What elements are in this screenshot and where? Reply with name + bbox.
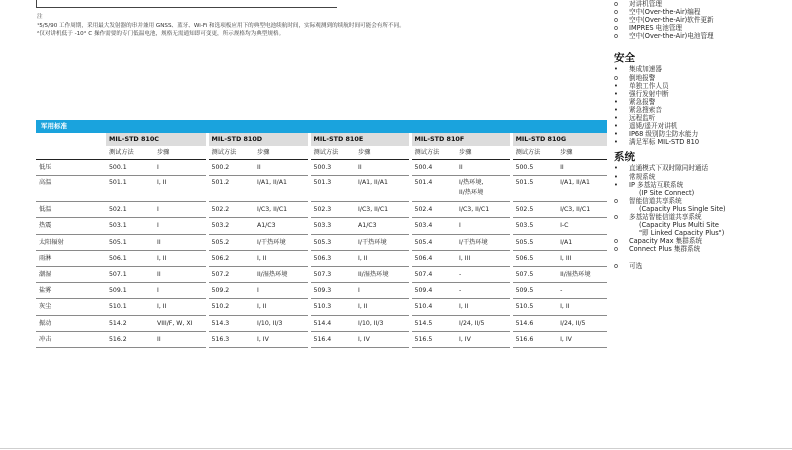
procedure-header: 步骤 bbox=[154, 146, 207, 160]
procedure-cell: I, II bbox=[154, 299, 207, 315]
optional-note-text: 可选 bbox=[629, 262, 643, 271]
procedure-cell: II bbox=[456, 160, 511, 176]
feature-item-text: 空中(Over-the-Air)软件更新 bbox=[629, 16, 714, 25]
method-header: 测试方法 bbox=[410, 146, 456, 160]
note-low-temp: ²仅对讲机低于 -10° C 操作需要的专门低温电池，规格无需通知即可变更，所示规格均为典型规格。 bbox=[37, 31, 285, 38]
table-body bbox=[36, 160, 607, 348]
procedure-cell: I/C3, II/C1 bbox=[557, 202, 607, 218]
procedure-cell: - bbox=[456, 266, 511, 282]
bullet-icon: o bbox=[614, 245, 619, 254]
feature-item bbox=[614, 32, 789, 40]
feature-item bbox=[614, 221, 789, 229]
feature-item bbox=[614, 197, 789, 205]
feature-item-text: 直通模式下双时隙同时通话 bbox=[629, 164, 709, 173]
row-label: 盐雾 bbox=[36, 283, 106, 299]
procedure-cell: I, III bbox=[557, 250, 607, 266]
procedure-cell: I, II bbox=[355, 250, 410, 266]
procedure-cell: I/A1 bbox=[557, 234, 607, 250]
feature-item-text: (Capacity Plus Single Site) bbox=[639, 204, 726, 213]
procedure-cell: II/湿热环境 bbox=[355, 266, 410, 282]
feature-item-text: 集成加速器 bbox=[629, 65, 662, 74]
table-row bbox=[36, 315, 607, 331]
feature-item-text: 多基站智能信道共享系统 bbox=[629, 212, 702, 221]
bullet-icon: • bbox=[614, 65, 618, 74]
method-cell: 505.4 bbox=[410, 234, 456, 250]
table-row bbox=[36, 176, 607, 202]
row-label: 雨淋 bbox=[36, 250, 106, 266]
method-cell: 502.5 bbox=[511, 202, 557, 218]
row-label: 冲击 bbox=[36, 331, 106, 347]
feature-item bbox=[614, 213, 789, 221]
bullet-icon: o bbox=[614, 262, 619, 271]
method-cell: 514.3 bbox=[207, 315, 254, 331]
method-header: 测试方法 bbox=[309, 146, 355, 160]
row-label: 灰尘 bbox=[36, 299, 106, 315]
method-cell: 501.4 bbox=[410, 176, 456, 202]
method-cell: 514.6 bbox=[511, 315, 557, 331]
row-label: 低压 bbox=[36, 160, 106, 176]
procedure-cell: I/干热环境 bbox=[355, 234, 410, 250]
feature-item bbox=[614, 8, 789, 16]
procedure-cell: I bbox=[254, 283, 309, 299]
bullet-icon: • bbox=[614, 180, 618, 189]
feature-item-text: (IP Site Connect) bbox=[639, 188, 695, 197]
std-header: MIL-STD 810D bbox=[207, 133, 309, 146]
table-row bbox=[36, 234, 607, 250]
procedure-cell: - bbox=[557, 283, 607, 299]
procedure-cell: I/24, II/5 bbox=[557, 315, 607, 331]
procedure-cell: II bbox=[154, 331, 207, 347]
bullet-icon: • bbox=[614, 97, 618, 106]
procedure-cell: - bbox=[456, 283, 511, 299]
method-cell: 514.5 bbox=[410, 315, 456, 331]
procedure-cell: I/C3, II/C1 bbox=[355, 202, 410, 218]
feature-item-text: 常规系统 bbox=[629, 172, 656, 181]
method-cell: 502.1 bbox=[106, 202, 154, 218]
bullet-icon: • bbox=[614, 122, 618, 131]
bullet-icon: • bbox=[614, 164, 618, 173]
procedure-header: 步骤 bbox=[355, 146, 410, 160]
method-cell: 507.4 bbox=[410, 266, 456, 282]
standards-header-row bbox=[36, 133, 607, 146]
feature-item bbox=[614, 189, 789, 197]
row-label: 高温 bbox=[36, 176, 106, 202]
feature-item-text: 空中(Over-the-Air)电池管理 bbox=[629, 32, 714, 41]
procedure-cell: I, II bbox=[456, 299, 511, 315]
method-cell: 505.2 bbox=[207, 234, 254, 250]
std-header: MIL-STD 810C bbox=[106, 133, 207, 146]
feature-item bbox=[614, 173, 789, 181]
feature-item bbox=[614, 245, 789, 253]
procedure-cell: I/A1, II/A1 bbox=[254, 176, 309, 202]
procedure-cell: I, II bbox=[355, 299, 410, 315]
method-cell: 505.5 bbox=[511, 234, 557, 250]
feature-item bbox=[614, 114, 789, 122]
method-cell: 506.1 bbox=[106, 250, 154, 266]
method-cell: 506.5 bbox=[511, 250, 557, 266]
method-cell: 500.3 bbox=[309, 160, 355, 176]
feature-item bbox=[614, 106, 789, 114]
procedure-cell: II/湿热环境 bbox=[254, 266, 309, 282]
row-label: 低温 bbox=[36, 202, 106, 218]
feature-item-text: 智能信道共享系统 bbox=[629, 196, 682, 205]
feature-item-text: IP 多基站互联系统 bbox=[629, 180, 684, 189]
method-cell: 500.5 bbox=[511, 160, 557, 176]
method-cell: 510.2 bbox=[207, 299, 254, 315]
feature-item-text: 倒地报警 bbox=[629, 73, 656, 82]
system-title: 系统 bbox=[614, 151, 635, 164]
procedure-cell: I/10, II/3 bbox=[355, 315, 410, 331]
bullet-icon: o bbox=[614, 24, 619, 33]
method-cell: 516.5 bbox=[410, 331, 456, 347]
feature-item bbox=[614, 82, 789, 90]
table-row bbox=[36, 283, 607, 299]
procedure-cell: I, III bbox=[456, 250, 511, 266]
procedure-cell: I bbox=[154, 202, 207, 218]
bullet-icon: • bbox=[614, 172, 618, 181]
procedure-cell: I, II bbox=[154, 250, 207, 266]
bullet-icon: o bbox=[614, 32, 619, 41]
procedure-cell: II bbox=[254, 160, 309, 176]
method-cell: 507.2 bbox=[207, 266, 254, 282]
header-rule bbox=[36, 0, 337, 8]
procedure-cell: II bbox=[154, 266, 207, 282]
procedure-cell: II bbox=[154, 234, 207, 250]
method-cell: 516.2 bbox=[106, 331, 154, 347]
subheader-row bbox=[36, 146, 607, 160]
feature-sidebar bbox=[614, 0, 789, 271]
table-row bbox=[36, 250, 607, 266]
page-bottom-rule bbox=[0, 448, 792, 449]
procedure-cell: I, II bbox=[154, 176, 207, 202]
procedure-cell: I, II bbox=[254, 299, 309, 315]
procedure-cell: I bbox=[154, 218, 207, 234]
procedure-header: 步骤 bbox=[254, 146, 309, 160]
method-header: 测试方法 bbox=[511, 146, 557, 160]
method-cell: 500.2 bbox=[207, 160, 254, 176]
feature-item bbox=[614, 205, 789, 213]
procedure-cell: I/A1, II/A1 bbox=[557, 176, 607, 202]
optional-note bbox=[614, 262, 789, 270]
method-cell: 507.5 bbox=[511, 266, 557, 282]
method-cell: 507.1 bbox=[106, 266, 154, 282]
bullet-icon: • bbox=[614, 105, 618, 114]
row-label: 潮湿 bbox=[36, 266, 106, 282]
bullet-icon: o bbox=[614, 237, 619, 246]
feature-item bbox=[614, 65, 789, 73]
feature-item-text: 单独工作人员 bbox=[629, 81, 669, 90]
note-battery-life: ¹5/5/90 工作周期，采用最大发射器的串并兼用 GNSS、蓝牙、Wi-Fi 和选项板应用下的典型电池续航时间，实际观测到的续航时间可能会有所不同。 bbox=[37, 22, 405, 29]
bullet-icon: • bbox=[614, 81, 618, 90]
method-cell: 501.5 bbox=[511, 176, 557, 202]
method-cell: 503.3 bbox=[309, 218, 355, 234]
procedure-cell: I-C bbox=[557, 218, 607, 234]
method-cell: 509.5 bbox=[511, 283, 557, 299]
feature-item-text: (Capacity Plus Multi Site bbox=[639, 221, 719, 230]
table-row bbox=[36, 202, 607, 218]
bullet-icon: o bbox=[614, 0, 619, 8]
method-cell: 506.3 bbox=[309, 250, 355, 266]
bullet-icon: • bbox=[614, 89, 618, 98]
method-cell: 503.1 bbox=[106, 218, 154, 234]
feature-item-text: IMPRES 电池管理 bbox=[629, 24, 683, 33]
bullet-icon: • bbox=[614, 114, 618, 123]
feature-item bbox=[614, 138, 789, 146]
procedure-cell: I bbox=[154, 283, 207, 299]
method-cell: 516.3 bbox=[207, 331, 254, 347]
procedure-cell: I, II bbox=[557, 299, 607, 315]
method-cell: 510.5 bbox=[511, 299, 557, 315]
bullet-icon: o bbox=[614, 212, 619, 221]
table-row bbox=[36, 266, 607, 282]
feature-item bbox=[614, 0, 789, 8]
procedure-cell: I/C3, II/C1 bbox=[456, 202, 511, 218]
feature-item-text: 对讲机管理 bbox=[629, 0, 662, 8]
feature-item-text: Capacity Max 集群系统 bbox=[629, 237, 703, 246]
method-cell: 514.4 bbox=[309, 315, 355, 331]
procedure-cell: I/10, II/3 bbox=[254, 315, 309, 331]
procedure-cell: I, IV bbox=[355, 331, 410, 347]
feature-item-text: 紧急报警 bbox=[629, 97, 656, 106]
table-row bbox=[36, 160, 607, 176]
std-header: MIL-STD 810G bbox=[511, 133, 607, 146]
subheader-blank bbox=[36, 146, 106, 160]
procedure-cell: I, IV bbox=[254, 331, 309, 347]
method-cell: 503.4 bbox=[410, 218, 456, 234]
feature-item-text: 遥毙/遥开对讲机 bbox=[629, 122, 678, 131]
bullet-icon: o bbox=[614, 73, 619, 82]
feature-item bbox=[614, 181, 789, 189]
management-list bbox=[614, 0, 789, 40]
method-cell: 505.1 bbox=[106, 234, 154, 250]
method-cell: 502.4 bbox=[410, 202, 456, 218]
procedure-cell: A1/C3 bbox=[355, 218, 410, 234]
feature-item bbox=[614, 122, 789, 130]
method-cell: 501.1 bbox=[106, 176, 154, 202]
method-cell: 509.3 bbox=[309, 283, 355, 299]
method-cell: 501.2 bbox=[207, 176, 254, 202]
table-row bbox=[36, 331, 607, 347]
table-row bbox=[36, 299, 607, 315]
method-cell: 509.2 bbox=[207, 283, 254, 299]
method-cell: 501.3 bbox=[309, 176, 355, 202]
method-cell: 516.4 bbox=[309, 331, 355, 347]
bullet-icon: o bbox=[614, 196, 619, 205]
procedure-cell: I, II bbox=[254, 250, 309, 266]
procedure-cell: I/C3, II/C1 bbox=[254, 202, 309, 218]
procedure-cell: VIII/F, W, XI bbox=[154, 315, 207, 331]
procedure-header: 步骤 bbox=[456, 146, 511, 160]
row-label: 太阳辐射 bbox=[36, 234, 106, 250]
bullet-icon: o bbox=[614, 16, 619, 25]
procedure-cell: I bbox=[456, 218, 511, 234]
method-cell: 503.2 bbox=[207, 218, 254, 234]
security-title: 安全 bbox=[614, 52, 635, 65]
method-cell: 510.1 bbox=[106, 299, 154, 315]
method-cell: 516.6 bbox=[511, 331, 557, 347]
bullet-icon: • bbox=[614, 138, 618, 147]
feature-item-text: IP68 级别防尘防水能力 bbox=[629, 130, 699, 139]
procedure-cell: I/24, II/5 bbox=[456, 315, 511, 331]
military-standards-table bbox=[36, 120, 607, 348]
feature-item bbox=[614, 74, 789, 82]
procedure-cell: I, IV bbox=[456, 331, 511, 347]
method-header: 测试方法 bbox=[207, 146, 254, 160]
footnotes bbox=[37, 13, 597, 39]
std-header: MIL-STD 810F bbox=[410, 133, 511, 146]
feature-item-text: 强行发射中断 bbox=[629, 89, 669, 98]
method-cell: 502.3 bbox=[309, 202, 355, 218]
method-cell: 503.5 bbox=[511, 218, 557, 234]
std-header: MIL-STD 810E bbox=[309, 133, 410, 146]
procedure-cell: I/A1, II/A1 bbox=[355, 176, 410, 202]
procedure-cell: II bbox=[355, 160, 410, 176]
bullet-icon: • bbox=[614, 130, 618, 139]
method-cell: 506.2 bbox=[207, 250, 254, 266]
procedure-cell: I/干热环境 bbox=[456, 234, 511, 250]
procedure-cell: I, IV bbox=[557, 331, 607, 347]
feature-item bbox=[614, 90, 789, 98]
feature-item-text: Connect Plus 集群系统 bbox=[629, 245, 701, 254]
row-label: 热震 bbox=[36, 218, 106, 234]
method-cell: 514.2 bbox=[106, 315, 154, 331]
method-header: 测试方法 bbox=[106, 146, 154, 160]
procedure-cell: I bbox=[154, 160, 207, 176]
header-blank bbox=[36, 133, 106, 146]
table-title: 军用标准 bbox=[36, 120, 607, 133]
bullet-icon: o bbox=[614, 8, 619, 17]
procedure-cell: I/干热环境 bbox=[254, 234, 309, 250]
table-row bbox=[36, 218, 607, 234]
row-label: 振动 bbox=[36, 315, 106, 331]
method-cell: 510.4 bbox=[410, 299, 456, 315]
system-list bbox=[614, 164, 789, 253]
method-cell: 509.4 bbox=[410, 283, 456, 299]
method-cell: 500.4 bbox=[410, 160, 456, 176]
method-cell: 510.3 bbox=[309, 299, 355, 315]
feature-item-text: 远程监听 bbox=[629, 114, 656, 123]
method-cell: 500.1 bbox=[106, 160, 154, 176]
procedure-cell: II bbox=[557, 160, 607, 176]
feature-item bbox=[614, 164, 789, 172]
feature-item-text: 满足军标 MIL-STD 810 bbox=[629, 138, 700, 147]
notes-heading: 注 bbox=[37, 14, 43, 20]
procedure-header: 步骤 bbox=[557, 146, 607, 160]
feature-item bbox=[614, 98, 789, 106]
optional-footnote bbox=[614, 262, 789, 270]
feature-item-text: "即 Linked Capacity Plus") bbox=[639, 229, 725, 238]
method-cell: 509.1 bbox=[106, 283, 154, 299]
method-cell: 505.3 bbox=[309, 234, 355, 250]
procedure-cell: I bbox=[355, 283, 410, 299]
procedure-cell: A1/C3 bbox=[254, 218, 309, 234]
method-cell: 506.4 bbox=[410, 250, 456, 266]
feature-item-text: 紧急搜索音 bbox=[629, 105, 662, 114]
method-cell: 502.2 bbox=[207, 202, 254, 218]
procedure-cell: II/湿热环境 bbox=[557, 266, 607, 282]
feature-item-text: 空中(Over-the-Air)编程 bbox=[629, 8, 701, 17]
method-cell: 507.3 bbox=[309, 266, 355, 282]
security-list bbox=[614, 65, 789, 146]
procedure-cell: I/热环境, II/热环境 bbox=[456, 176, 511, 202]
